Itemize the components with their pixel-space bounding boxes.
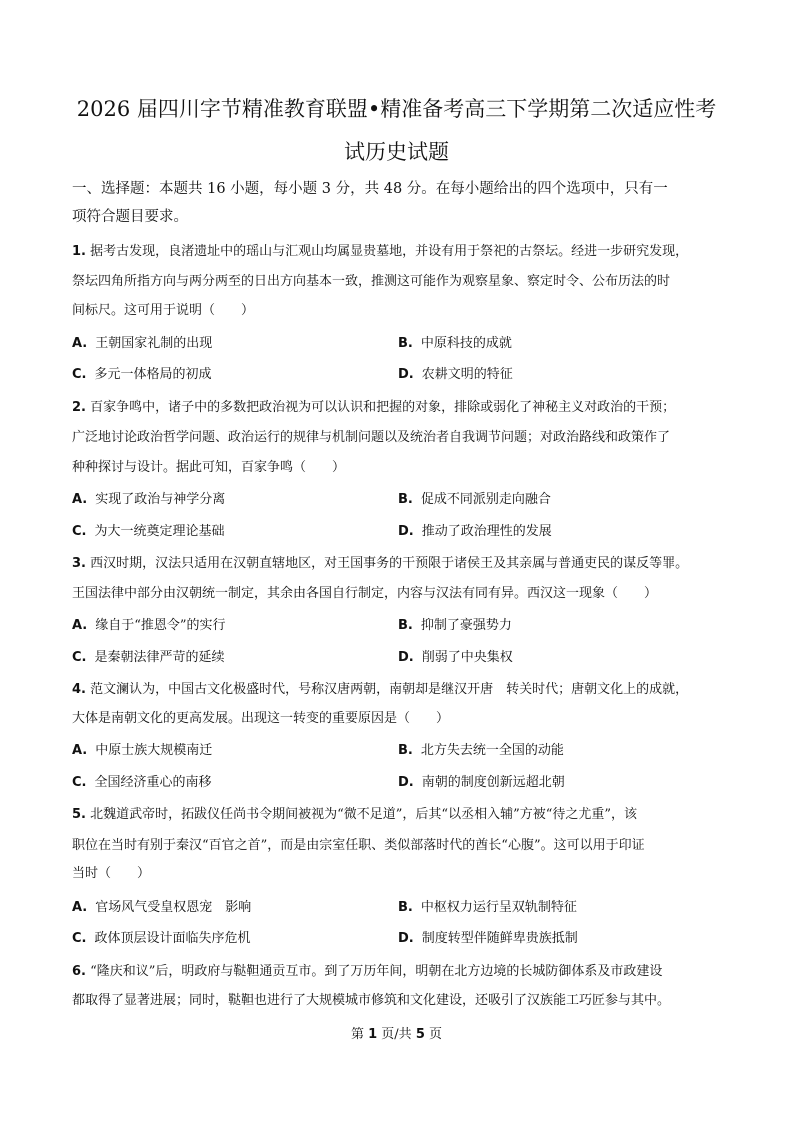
question-4-line-1: 4. 范文澜认为，中国古文化极盛时代，号称汉唐两朝，南朝却是继汉开唐 转关时代；唐朝文化上的成就， (72, 682, 689, 697)
question-5-line-2: 职位在当时有别于秦汉“百官之首”，而是由宗室任职、类似部落时代的酋长“心腹”。这可以用于印证 (72, 838, 645, 853)
question-2-option-b[interactable]: B. 促成不同派别走向融合 (398, 492, 551, 507)
question-3-option-a[interactable]: A. 缘自于“推恩令”的实行 (72, 618, 226, 633)
question-1-option-c[interactable]: C. 多元一体格局的初成 (72, 367, 212, 382)
question-6-line-2: 都取得了显著进展；同时，鞑靼也进行了大规模城市修筑和文化建设，还吸引了汉族能工巧匠参与其中。 (72, 993, 671, 1008)
question-6-line-1: 6. “隆庆和议”后，明政府与鞑靼通贡互市。到了万历年间，明朝在北方边境的长城防御体系及市政建设 (72, 964, 663, 979)
question-number: 3. (72, 556, 86, 571)
section-instructions-line-1: 一、选择题：本题共 16 小题，每小题 3 分，共 48 分。在每小题给出的四个选项中，只有一 (72, 181, 668, 197)
question-2-option-a[interactable]: A. 实现了政治与神学分离 (72, 492, 226, 507)
question-1-option-a[interactable]: A. 王朝国家礼制的出现 (72, 336, 213, 351)
current-page-number: 1 (368, 1027, 378, 1042)
question-number: 4. (72, 682, 86, 697)
question-2-option-d[interactable]: D. 推动了政治理性的发展 (398, 524, 552, 539)
question-3-option-b[interactable]: B. 抑制了豪强势力 (398, 618, 512, 633)
question-2-line-1: 2. 百家争鸣中，诸子中的多数把政治视为可以认识和把握的对象，排除或弱化了神秘主义对政治的干预； (72, 400, 676, 415)
question-1-line-2: 祭坛四角所指方向与两分两至的日出方向基本一致，推测这可能作为观察星象、察定时令、公布历法的时 (72, 274, 671, 289)
question-1-option-b[interactable]: B. 中原科技的成就 (398, 336, 512, 351)
question-5-line-3: 当时（ ） (72, 866, 151, 881)
section-instructions-line-2: 项符合题目要求。 (72, 209, 188, 225)
question-number: 6. (72, 964, 86, 979)
question-5-option-b[interactable]: B. 中枢权力运行呈双轨制特征 (398, 900, 577, 915)
question-4-option-a[interactable]: A. 中原士族大规模南迁 (72, 743, 213, 758)
question-4-line-2: 大体是南朝文化的更高发展。出现这一转变的重要原因是（ ） (72, 711, 450, 726)
question-number: 2. (72, 400, 86, 415)
question-1-line-1: 1. 据考古发现，良渚遗址中的瑶山与汇观山均属显贵墓地，并设有用于祭祀的古祭坛。经进一步研究发现， (72, 244, 689, 259)
question-2-option-c[interactable]: C. 为大一统奠定理论基础 (72, 524, 225, 539)
question-2-line-3: 种种探讨与设计。据此可知，百家争鸣（ ） (72, 460, 346, 475)
question-3-line-2: 王国法律中部分由汉朝统一制定，其余由各国自行制定，内容与汉法有同有异。西汉这一现象（ ） (72, 586, 658, 601)
page-title-line-2: 试历史试题 (344, 140, 449, 164)
question-4-option-b[interactable]: B. 北方失去统一全国的动能 (398, 743, 564, 758)
question-5-option-c[interactable]: C. 政体顶层设计面临失序危机 (72, 931, 251, 946)
question-5-option-a[interactable]: A. 官场风气受皇权恩宠 影响 (72, 900, 252, 915)
question-5-line-1: 5. 北魏道武帝时，拓跋仪任尚书令期间被视为“微不足道”，后其“以丞相入辅”方被“待之尤重”，该 (72, 807, 638, 822)
question-4-option-c[interactable]: C. 全国经济重心的南移 (72, 775, 212, 790)
page-footer: 第 1 页/共 5 页 (350, 1027, 443, 1042)
total-page-number: 5 (415, 1027, 425, 1042)
question-3-line-1: 3. 西汉时期，汉法只适用在汉朝直辖地区，对王国事务的干预限于诸侯王及其亲属与普通吏民的谋反等罪。 (72, 556, 689, 571)
question-number: 5. (72, 807, 86, 822)
question-4-option-d[interactable]: D. 南朝的制度创新远超北朝 (398, 775, 565, 790)
question-1-option-d[interactable]: D. 农耕文明的特征 (398, 367, 513, 382)
question-3-option-c[interactable]: C. 是秦朝法律严苛的延续 (72, 650, 225, 665)
question-5-option-d[interactable]: D. 制度转型伴随鲜卑贵族抵制 (398, 931, 578, 946)
question-number: 1. (72, 244, 86, 259)
page-title-line-1: 2026 届四川字节精准教育联盟•精准备考高三下学期第二次适应性考 (76, 97, 717, 121)
question-1-line-3: 间标尺。这可用于说明（ ） (72, 303, 255, 318)
question-2-line-2: 广泛地讨论政治哲学问题、政治运行的规律与机制问题以及统治者自我调节问题；对政治路线和政策作了 (72, 430, 671, 445)
question-3-option-d[interactable]: D. 削弱了中央集权 (398, 650, 513, 665)
